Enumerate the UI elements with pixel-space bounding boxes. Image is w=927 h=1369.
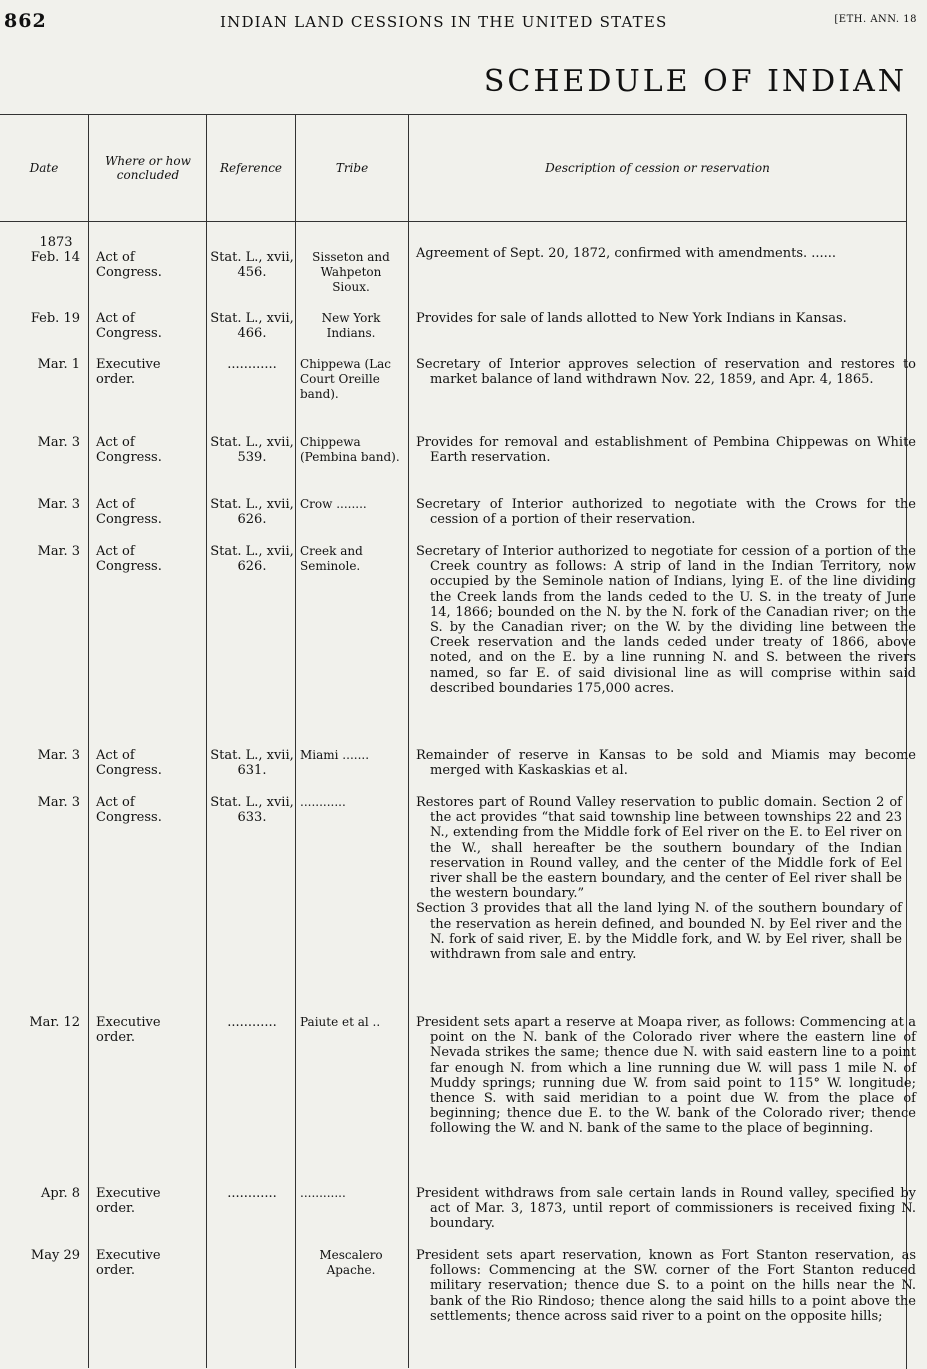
- reference-cell: Stat. L., xvii, 456.: [210, 250, 294, 281]
- tribe-cell: Paiute et al ..: [300, 1015, 381, 1029]
- tribe-cell: Creek and Seminole.: [300, 544, 363, 574]
- tribe-cell: Miami .......: [300, 748, 370, 762]
- description-cell: [416, 795, 902, 962]
- tribe-cell: Chippewa (Lac Court Oreille band).: [300, 357, 391, 402]
- column-divider: [206, 114, 207, 1368]
- column-divider: [88, 114, 89, 1368]
- date-cell: Mar. 12: [29, 1015, 80, 1030]
- where-cell: Act of Congress.: [96, 250, 162, 281]
- page-header: [0, 10, 927, 34]
- page-number: 862: [4, 10, 47, 32]
- where-cell: Executive order.: [96, 1186, 161, 1217]
- where-cell: Executive order.: [96, 1248, 161, 1279]
- column-header-tribe: Tribe: [335, 161, 369, 175]
- schedule-title: SCHEDULE OF INDIAN: [483, 64, 907, 99]
- running-right: [ETH. ANN. 18: [834, 14, 917, 25]
- reference-cell: Stat. L., xvii, 466.: [210, 311, 294, 342]
- date-cell: Apr. 8: [40, 1186, 80, 1201]
- date-cell: Mar. 3: [37, 544, 80, 559]
- date-cell: Mar. 3: [37, 748, 80, 763]
- where-cell: Executive order.: [96, 1015, 161, 1046]
- date-cell: Mar. 3: [37, 497, 80, 512]
- description-paragraph: Restores part of Round Valley reservation to public domain. Section 2 of the act provides “that said township line between townships 22 and 23 N., extending from the Middle fork of Eel river on the E. to Eel river on the W., shall hereafter be the southern boundary of the Indian reservation in Round valley, and the center of the Middle fork of Eel river shall be the eastern boundary, and the center of Eel river shall be the western boundary.”: [416, 795, 902, 902]
- where-cell: Act of Congress.: [96, 544, 162, 575]
- reference-cell: ............: [227, 357, 277, 372]
- running-title: INDIAN LAND CESSIONS IN THE UNITED STATES: [220, 13, 668, 31]
- where-cell: Act of Congress.: [96, 311, 162, 342]
- schedule-table: [0, 114, 907, 1369]
- reference-cell: Stat. L., xvii, 539.: [210, 435, 294, 466]
- date-cell: Mar. 1: [37, 357, 80, 372]
- description-cell: Secretary of Interior authorized to negotiate with the Crows for the cession of a portion of their reservation.: [416, 497, 916, 528]
- reference-cell: ............: [227, 1186, 277, 1201]
- description-cell: President withdraws from sale certain lands in Round valley, specified by act of Mar. 3, 1873, until report of commissioners is received fixing N. boundary.: [416, 1186, 916, 1232]
- header-rule: [0, 221, 906, 222]
- description-cell: Agreement of Sept. 20, 1872, confirmed with amendments. ......: [416, 246, 837, 261]
- date-cell: Mar. 3: [37, 435, 80, 450]
- reference-cell: ............: [227, 1015, 277, 1030]
- where-cell: Act of Congress.: [96, 748, 162, 779]
- column-divider: [408, 114, 409, 1368]
- reference-cell: Stat. L., xvii, 633.: [210, 795, 294, 826]
- column-divider: [295, 114, 296, 1368]
- where-cell: Executive order.: [96, 357, 161, 388]
- description-cell: Provides for removal and establishment of Pembina Chippewas on White Earth reservation.: [416, 435, 916, 466]
- date-value: Feb. 14: [30, 250, 80, 266]
- where-cell: Act of Congress.: [96, 435, 162, 466]
- date-cell: Mar. 3: [37, 795, 80, 810]
- reference-cell: Stat. L., xvii, 626.: [210, 544, 294, 575]
- tribe-cell: ............: [300, 1186, 346, 1200]
- description-cell: Secretary of Interior authorized to negotiate for cession of a portion of the Creek country as follows: A strip of land in the Indian Territory, now occupied by the Seminole nation of Indians, lying E. of the line dividing the Creek lands from the lands ceded to the U. S. in the treaty of June 14, 1866; bounded on the N. by the N. fork of the Canadian river; on the S. by the Canadian river; on the W. by the dividing line between the Creek reservation and the lands ceded under treaty of 1866, above noted, and on the E. by a line running N. and S. between the rivers named, so far E. of said divisional line as will comprise within said described boundaries 175,000 acres.: [416, 544, 916, 696]
- description-cell: Remainder of reserve in Kansas to be sold and Miamis may become merged with Kaskaskias et al.: [416, 748, 916, 779]
- tribe-cell: ............: [300, 795, 346, 809]
- tribe-cell: Mescalero Apache.: [319, 1248, 383, 1278]
- description-paragraph: Section 3 provides that all the land lying N. of the southern boundary of the reservation as herein defined, and bounded N. by Eel river and the N. fork of said river, E. by the Middle fork, and W. by Eel river, shall be withdrawn from sale and entry.: [416, 901, 902, 963]
- description-cell: Provides for sale of lands allotted to New York Indians in Kansas.: [416, 311, 847, 326]
- tribe-cell: New York Indians.: [321, 311, 381, 341]
- where-cell: Act of Congress.: [96, 795, 162, 826]
- tribe-cell: Sisseton and Wahpeton Sioux.: [312, 250, 390, 295]
- date-cell: May 29: [30, 1248, 80, 1263]
- description-cell: President sets apart a reserve at Moapa river, as follows: Commencing at a point on the N. bank of the Colorado river where the eastern line of Nevada strikes the same; thence due N. with said eastern line to a point far enough N. from which a line running due W. will pass 1 mile N. of Muddy springs; running due W. from said point to 115° W. longitude; thence S. with said meridian to a point due W. from the place of beginning; thence due E. to the W. bank of the Colorado river; thence following the W. and N. bank of the same to the place of beginning.: [416, 1015, 916, 1137]
- column-header-reference: Reference: [219, 161, 283, 175]
- tribe-cell: Chippewa (Pembina band).: [300, 435, 400, 465]
- column-header-date: Date: [29, 161, 59, 175]
- date-cell: [2, 235, 80, 265]
- description-cell: Secretary of Interior approves selection of reservation and restores to market balance of land withdrawn Nov. 22, 1859, and Apr. 4, 1865.: [416, 357, 916, 388]
- reference-cell: Stat. L., xvii, 626.: [210, 497, 294, 528]
- reference-cell: Stat. L., xvii, 631.: [210, 748, 294, 779]
- where-cell: Act of Congress.: [96, 497, 162, 528]
- tribe-cell: Crow ........: [300, 497, 367, 511]
- description-cell: President sets apart reservation, known as Fort Stanton reservation, as follows: Commencing at the SW. corner of the Fort Stanton reduced military reservation; thence due S. to a point on the hills near the N. bank of the Rio Rindoso; thence along the said hills to a point above the settlements; thence across said river to a point on the opposite hills;: [416, 1248, 916, 1324]
- year-label: 1873: [39, 235, 73, 250]
- column-header-where: Where or how concluded: [105, 154, 191, 182]
- date-cell: Feb. 19: [30, 311, 80, 326]
- column-header-description: Description of cession or reservation: [545, 161, 770, 175]
